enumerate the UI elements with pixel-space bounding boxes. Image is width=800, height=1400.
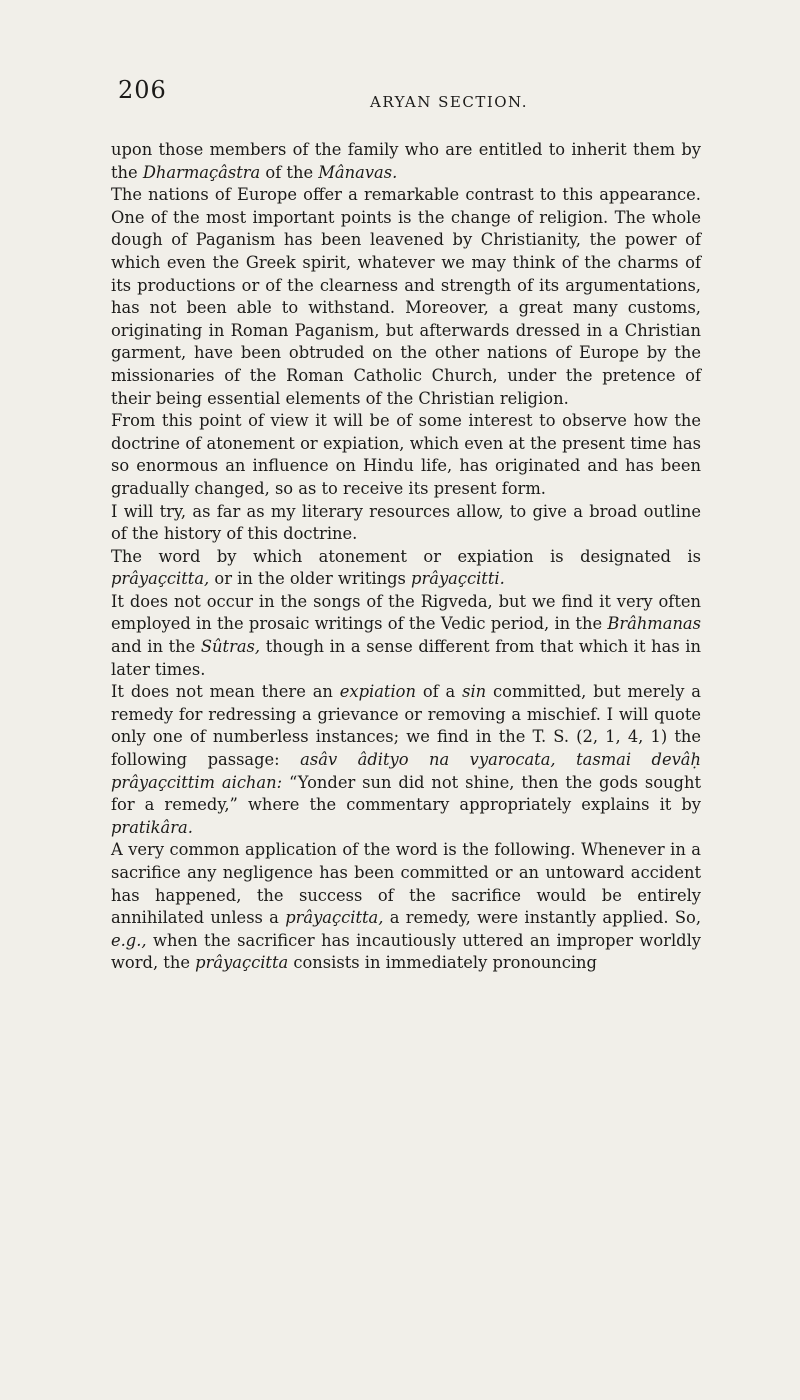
text-run: and in the bbox=[111, 637, 201, 657]
text-run: consists in immediately pronouncing bbox=[288, 953, 597, 973]
text-run: It does not occur in the songs of the Rigveda, but we find it very often employed in the prosaic writings of the Vedic period, in the bbox=[111, 591, 701, 634]
italic-term: prâyaçcitta bbox=[195, 953, 289, 973]
text-run: It does not mean there an bbox=[111, 682, 340, 702]
text-run: committed, but merely a remedy for redressing a grievance or removing a mischief. I will quote only one of numberless instances; we find in the T. S. (2, 1, 4, 1) the following passage: bbox=[111, 682, 701, 770]
paragraph bbox=[111, 139, 701, 184]
text-run: From this point of view it will be of some interest to observe how the doctrine of atonement or expiation, which even at the present time has so enormous an influence on Hindu life, has originated and has been gradually changed, so as to receive its present form. bbox=[111, 411, 701, 498]
page-number: 206 bbox=[118, 76, 167, 104]
italic-term: expiation bbox=[339, 682, 416, 702]
paragraph bbox=[111, 591, 701, 681]
italic-term: sin bbox=[462, 682, 487, 702]
text-run: upon those members of the family who are entitled to inherit them by the bbox=[111, 140, 701, 182]
paragraph bbox=[111, 410, 701, 500]
text-run: of a bbox=[415, 682, 463, 702]
italic-term: e.g., bbox=[111, 930, 147, 950]
paragraph bbox=[111, 501, 701, 546]
text-run: “Yonder sun did not shine, then the gods sought for a remedy,” where the commentary appropriately explains it by bbox=[111, 772, 701, 815]
italic-term: Mânavas. bbox=[318, 162, 398, 182]
text-run: of the bbox=[260, 162, 319, 182]
text-run: The word by which atonement or expiation is designated is bbox=[111, 546, 701, 566]
text-run: when the sacrificer has incautiously uttered an improper worldly word, the bbox=[111, 930, 701, 973]
paragraph bbox=[111, 839, 701, 975]
paragraph bbox=[111, 546, 701, 591]
text-run: A very common application of the word is the following. Whenever in a sacrifice any negligence has been committed or an untoward accident has happened, the success of the sacrifice would be entirely annihilated unless a bbox=[111, 840, 701, 928]
paragraph bbox=[111, 681, 701, 839]
italic-term: prâyaçcitti. bbox=[411, 569, 505, 589]
italic-term: pratikâra. bbox=[111, 817, 193, 837]
text-run: I will try, as far as my literary resources allow, to give a broad outline of the history of this doctrine. bbox=[111, 501, 701, 544]
italic-term: Brâhmanas bbox=[607, 614, 701, 634]
text-run: or in the older writings bbox=[209, 569, 412, 589]
text-run: The nations of Europe offer a remarkable contrast to this appearance. One of the most important points is the change of religion. The whole dough of Paganism has been leavened by Christianity, the power of which even the Greek spirit, whatever we may think of the charms of its productions or of the clearness and strength of its argumentations, has not been able to withstand. Moreover, a great many customs, originating in Roman Paganism, but afterwards dressed in a Christian garment, have been obtruded on the other nations of Europe by the missionaries of the Roman Catholic Church, under the pretence of their being essential elements of the Christian religion. bbox=[111, 185, 701, 408]
italic-term: prâyaçcitta, bbox=[285, 908, 384, 928]
running-head: ARYAN SECTION. bbox=[370, 93, 528, 111]
italic-term: asâv âdityo na vyarocata, tasmai devâḥ prâyaçcittim aichan: bbox=[111, 750, 701, 792]
text-run: a remedy, were instantly applied. So, bbox=[383, 908, 702, 928]
italic-term: Dharmaçâstra bbox=[142, 162, 261, 182]
italic-term: prâyaçcitta, bbox=[111, 569, 210, 589]
body-text bbox=[111, 139, 701, 975]
text-run: though in a sense different from that which it has in later times. bbox=[111, 637, 702, 679]
paragraph bbox=[111, 184, 701, 410]
italic-term: Sûtras, bbox=[200, 637, 261, 657]
